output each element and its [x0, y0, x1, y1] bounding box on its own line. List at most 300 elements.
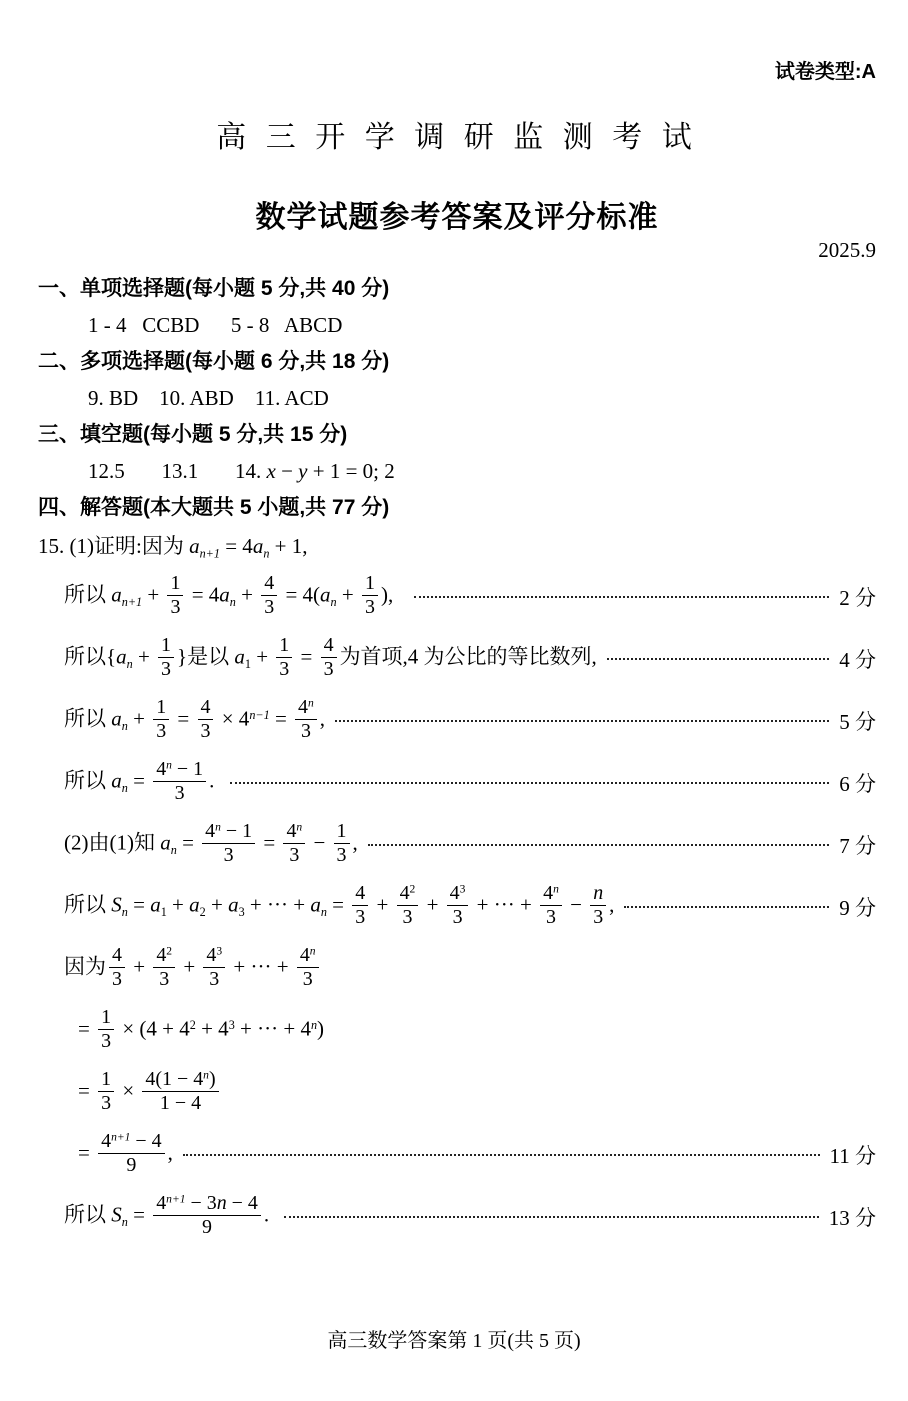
math-variable: a [310, 892, 321, 917]
text-token: + ··· + [471, 892, 538, 917]
text-token: + ··· + [228, 954, 294, 979]
superscript: n+1 [166, 1192, 186, 1206]
fraction-denominator [221, 844, 237, 866]
text-token: }是以 [177, 644, 235, 669]
math-variable: a [111, 582, 122, 607]
text-token: 1 [170, 572, 181, 595]
fraction-numerator [153, 758, 206, 781]
fraction-denominator [298, 720, 314, 742]
fraction [447, 882, 469, 928]
fraction [590, 882, 606, 928]
dotted-leader [335, 720, 829, 722]
text-token: 3 [101, 1029, 112, 1052]
fraction-numerator [167, 572, 183, 595]
math-variable: a [116, 644, 127, 669]
text-token: 4 [200, 696, 211, 719]
fraction [153, 944, 175, 990]
superscript: 3 [216, 944, 223, 958]
fraction-denominator [399, 906, 415, 928]
fraction-numerator [261, 572, 277, 595]
dotted-leader [414, 596, 830, 598]
text-token: − [564, 892, 588, 917]
text-token: + [127, 954, 151, 979]
text-token: 1 [101, 1068, 112, 1091]
text-token: 4 [286, 820, 297, 843]
fraction-numerator [321, 634, 337, 657]
fraction-denominator [590, 906, 606, 928]
text-token: 4 [449, 882, 460, 905]
solution-line [38, 752, 876, 814]
text-token: 所以 [64, 892, 112, 917]
fraction [321, 634, 337, 680]
fraction-numerator [98, 1006, 114, 1029]
text-token: + ··· + 4 [234, 1016, 311, 1041]
fraction [158, 634, 174, 680]
fraction-numerator [109, 944, 125, 967]
text-token: 9 [202, 1215, 213, 1238]
text-token: = [269, 706, 293, 731]
text-token: − 1 [171, 758, 204, 781]
text-token: 3 [159, 967, 170, 990]
text-token: 3 [101, 1091, 112, 1114]
answer-line [38, 453, 876, 490]
text-token: × (4 + 4 [117, 1016, 190, 1041]
fraction [202, 820, 255, 866]
text-token: + [336, 582, 359, 607]
fraction [297, 944, 319, 990]
text-token: 4 [298, 696, 309, 719]
math-variable: a [252, 534, 264, 559]
fraction-numerator [334, 820, 350, 843]
text-token: 4 [156, 944, 167, 967]
fraction-denominator [167, 596, 183, 618]
text-token: − 4 [130, 1130, 162, 1153]
text-token: − [308, 830, 331, 855]
superscript: n [553, 882, 559, 896]
math-variable: n [216, 1192, 227, 1215]
fraction-denominator [450, 906, 466, 928]
text-token: 9. BD 10. ABD 11. ACD [88, 386, 329, 410]
fraction [283, 820, 305, 866]
score-label: 13 分 [828, 1206, 876, 1230]
text-token: 3 [402, 905, 413, 928]
fraction-numerator [590, 882, 606, 905]
text-token: + [142, 582, 165, 607]
fraction [198, 696, 214, 742]
text-token: 所以{ [64, 644, 117, 669]
fraction [153, 1192, 261, 1238]
text-token: 3 [161, 657, 171, 680]
page-footer: 高三数学答案第 1 页(共 5 页) [327, 1330, 581, 1352]
superscript: n [203, 1068, 209, 1082]
math-variable: y [298, 459, 308, 483]
fraction-denominator [334, 844, 350, 866]
text-token: + [178, 954, 201, 979]
subscript: n [126, 657, 133, 672]
fraction-numerator [98, 1130, 165, 1153]
text-token: = [127, 768, 151, 793]
fraction-denominator [321, 658, 337, 680]
subscript: 2 [199, 905, 206, 920]
fraction [167, 572, 183, 618]
text-token: 1 [161, 634, 171, 657]
text-token: − [275, 459, 299, 483]
line-content [64, 636, 597, 682]
fraction [203, 944, 225, 990]
line-content [64, 698, 325, 744]
fraction-numerator [202, 820, 255, 843]
text-token: 3 [452, 905, 463, 928]
text-token: + [132, 644, 156, 669]
superscript: 2 [189, 1018, 196, 1033]
text-token: (2)由(1)知 [64, 830, 161, 855]
solution-line [38, 526, 876, 566]
dotted-leader [183, 1154, 820, 1156]
text-token: 1 [364, 572, 375, 595]
fraction [98, 1068, 114, 1114]
fraction-numerator [397, 882, 419, 905]
answer-key-title: 数学试题参考答案及评分标准 [255, 201, 659, 234]
superscript: n [166, 758, 172, 772]
text-token: + [127, 706, 151, 731]
text-token: ), [380, 582, 404, 607]
fraction-denominator [198, 720, 214, 742]
text-token: 3 [364, 595, 375, 618]
solution-line [38, 1124, 876, 1186]
fraction-numerator [153, 1192, 261, 1215]
text-token: 4 [156, 758, 167, 781]
text-token: + 1 = 0; 2 [307, 459, 395, 483]
fraction-numerator [153, 944, 175, 967]
fraction-numerator [153, 696, 169, 719]
text-token: + [205, 892, 229, 917]
fraction-denominator [156, 968, 172, 990]
superscript: n [296, 820, 303, 834]
fraction-numerator [295, 696, 317, 719]
subscript: n+1 [121, 595, 143, 610]
line-content [64, 884, 614, 930]
math-variable: a [219, 582, 230, 607]
text-token: + 1, [269, 534, 308, 559]
solution-line [38, 1186, 876, 1248]
subscript: n [121, 905, 128, 920]
text-token: 1 [156, 696, 167, 719]
text-token: = [326, 892, 350, 917]
superscript: 2 [166, 944, 173, 958]
text-token: + [250, 644, 274, 669]
subscript: n [229, 595, 236, 610]
line-content [78, 1008, 324, 1054]
score-label: 6 分 [839, 772, 876, 796]
fraction [362, 572, 378, 618]
text-token: 4 [299, 944, 310, 967]
fraction [153, 758, 206, 804]
text-token: 3 [264, 595, 275, 618]
text-token: 3 [223, 843, 234, 866]
subscript: n [170, 843, 177, 858]
fraction-denominator [98, 1092, 114, 1114]
text-token: 12.5 13.1 14. [88, 459, 267, 483]
fraction-denominator [157, 1092, 204, 1114]
text-token: = [172, 706, 195, 731]
fraction-numerator [98, 1068, 114, 1091]
text-token: 所以 [64, 768, 112, 793]
paper-type-label: 试卷类型:A [774, 61, 876, 83]
math-variable: a [234, 644, 245, 669]
text-token: = [127, 892, 151, 917]
line-content [64, 822, 358, 868]
fraction-numerator [540, 882, 562, 905]
subscript: n+1 [199, 546, 220, 561]
text-token: 3 [289, 843, 300, 866]
text-token: 4 [156, 1192, 167, 1215]
fraction-numerator [198, 696, 214, 719]
text-token: = [127, 1202, 151, 1227]
text-token: 1 [336, 820, 347, 843]
section-heading: 一、单项选择题(每小题 5 分,共 40 分) [38, 277, 390, 300]
fraction-denominator [352, 906, 368, 928]
text-token: 1 − 4 [159, 1091, 202, 1114]
fraction [142, 1068, 218, 1114]
fraction-numerator [158, 634, 174, 657]
solution-line [38, 628, 876, 690]
text-token: × 4 [216, 706, 250, 731]
fraction-numerator [447, 882, 469, 905]
solution-line [38, 814, 876, 876]
text-token: , [352, 830, 358, 855]
text-token: 4 [399, 882, 410, 905]
section-heading: 四、解答题(本大题共 5 小题,共 77 分) [38, 496, 390, 519]
text-token: = [258, 830, 281, 855]
text-token: 3 [170, 595, 181, 618]
fraction-numerator [362, 572, 378, 595]
fraction-denominator [206, 968, 222, 990]
text-token: , [167, 1140, 173, 1165]
dotted-leader [284, 1216, 818, 1218]
fraction-denominator [199, 1216, 215, 1238]
line-content [64, 760, 220, 806]
fraction-numerator [276, 634, 292, 657]
superscript: 3 [459, 882, 466, 896]
text-token: 3 [323, 657, 334, 680]
text-token: 4 [206, 944, 217, 967]
text-token: 因为 [64, 954, 106, 979]
text-token: + [421, 892, 444, 917]
superscript: 3 [228, 1018, 235, 1033]
text-token: 所以 [64, 582, 112, 607]
fraction [276, 634, 292, 680]
fraction-numerator [297, 944, 319, 967]
line-content [64, 1194, 274, 1240]
dotted-leader [624, 906, 829, 908]
fraction [352, 882, 368, 928]
text-token: 4 [543, 882, 554, 905]
score-label: 5 分 [839, 710, 876, 734]
solution-line [38, 1062, 876, 1124]
fraction-denominator [172, 782, 188, 804]
fraction-denominator [286, 844, 302, 866]
subscript: n [320, 905, 327, 920]
text-token: 1 - 4 CCBD 5 - 8 ABCD [88, 313, 343, 337]
text-token: 为首项,4 为公比的等比数列, [339, 644, 597, 669]
line-content [88, 459, 395, 484]
score-label: 2 分 [839, 586, 876, 610]
dotted-leader [230, 782, 830, 784]
text-token: 3 [300, 719, 311, 742]
math-variable: a [189, 534, 200, 559]
text-token: 3 [302, 967, 313, 990]
text-token: 3 [209, 967, 220, 990]
subscript: n [121, 719, 128, 734]
fraction-denominator [261, 596, 277, 618]
fraction [540, 882, 562, 928]
fraction [295, 696, 317, 742]
superscript: n+1 [111, 1130, 131, 1144]
text-token: = [78, 1078, 96, 1103]
line-content [38, 530, 308, 561]
text-token: = 4( [280, 582, 321, 607]
exam-title: 高 三 开 学 调 研 监 测 考 试 [216, 121, 698, 154]
dotted-leader [607, 658, 829, 660]
text-token: 4 [264, 572, 275, 595]
fraction [261, 572, 277, 618]
fraction-numerator [283, 820, 305, 843]
fraction-denominator [276, 658, 292, 680]
text-token: 所以 [64, 706, 112, 731]
fraction [109, 944, 125, 990]
dotted-leader [368, 844, 829, 846]
section-heading: 三、填空题(每小题 5 分,共 15 分) [38, 423, 348, 446]
fraction-numerator [142, 1068, 218, 1091]
fraction-denominator [123, 1154, 139, 1176]
text-token: + [166, 892, 190, 917]
fraction-numerator [203, 944, 225, 967]
text-token: 4(1 − 4 [145, 1068, 204, 1091]
fraction-denominator [300, 968, 316, 990]
text-token: = 4 [186, 582, 220, 607]
text-token: 3 [545, 905, 556, 928]
fraction-denominator [158, 658, 174, 680]
text-token: × [117, 1078, 140, 1103]
text-token: 3 [174, 781, 185, 804]
math-variable: a [111, 706, 122, 731]
math-variable: a [160, 830, 171, 855]
text-token: − 3 [185, 1192, 217, 1215]
fraction-denominator [153, 720, 169, 742]
solution-line [38, 690, 876, 752]
text-token: 3 [156, 719, 167, 742]
score-label: 9 分 [839, 896, 876, 920]
text-token: 4 [355, 882, 366, 905]
math-variable: a [320, 582, 331, 607]
math-variable: n [593, 882, 604, 905]
fraction-denominator [362, 596, 378, 618]
fraction [153, 696, 169, 742]
math-variable: x [266, 459, 276, 483]
line-content [64, 946, 322, 992]
text-token: ) [208, 1068, 216, 1091]
math-variable: a [189, 892, 200, 917]
subscript: n [121, 1215, 128, 1230]
text-token: + ··· + [244, 892, 311, 917]
solution-line [38, 1000, 876, 1062]
math-variable: a [150, 892, 161, 917]
text-token: + [235, 582, 259, 607]
score-label: 4 分 [839, 648, 876, 672]
score-label: 7 分 [839, 834, 876, 858]
math-variable: a [111, 768, 122, 793]
text-token: − 4 [226, 1192, 258, 1215]
fraction-denominator [98, 1030, 114, 1052]
fraction [98, 1006, 114, 1052]
subscript: n [121, 781, 128, 796]
math-variable: S [111, 1202, 122, 1227]
text-token: , [609, 892, 615, 917]
answer-content [38, 271, 876, 1248]
superscript: 2 [409, 882, 416, 896]
text-token: = [78, 1140, 96, 1165]
line-content [88, 313, 342, 338]
text-token: . [263, 1202, 275, 1227]
text-token: 3 [200, 719, 211, 742]
line-content [64, 574, 404, 620]
superscript: n [215, 820, 221, 834]
line-content [78, 1070, 222, 1116]
text-token: = [78, 1016, 96, 1041]
fraction [334, 820, 350, 866]
text-token: 9 [126, 1153, 137, 1176]
text-token: 3 [593, 905, 604, 928]
text-token: 4 [323, 634, 334, 657]
text-token: 15. (1)证明:因为 [38, 534, 190, 559]
text-token: + 4 [195, 1016, 229, 1041]
text-token: 3 [112, 967, 122, 990]
superscript: n [309, 944, 316, 958]
fraction [397, 882, 419, 928]
math-variable: a [228, 892, 239, 917]
subscript: 3 [238, 905, 245, 920]
text-token: 3 [355, 905, 366, 928]
fraction-numerator [352, 882, 368, 905]
text-token: 3 [336, 843, 347, 866]
math-variable: S [111, 892, 122, 917]
text-token: 4 [205, 820, 216, 843]
line-content [88, 386, 329, 411]
solution-line [38, 876, 876, 938]
text-token: 1 [101, 1006, 112, 1029]
text-token: 3 [279, 657, 290, 680]
text-token: 4 [112, 944, 122, 967]
fraction-denominator [543, 906, 559, 928]
subscript: n [263, 546, 270, 561]
fraction [98, 1130, 165, 1176]
subscript: 1 [160, 905, 167, 920]
superscript: n [310, 1018, 318, 1033]
subscript: 1 [244, 657, 251, 672]
answer-line [38, 307, 876, 344]
text-token: ) [317, 1016, 325, 1041]
section-heading: 二、多项选择题(每小题 6 分,共 18 分) [38, 350, 390, 373]
solution-line [38, 566, 876, 628]
score-label: 11 分 [829, 1144, 876, 1168]
solution-line [38, 938, 876, 1000]
text-token: − 1 [220, 820, 253, 843]
text-token: , [319, 706, 326, 731]
text-token: = [295, 644, 318, 669]
fraction-denominator [109, 968, 125, 990]
answer-line [38, 380, 876, 417]
superscript: n−1 [249, 708, 270, 723]
